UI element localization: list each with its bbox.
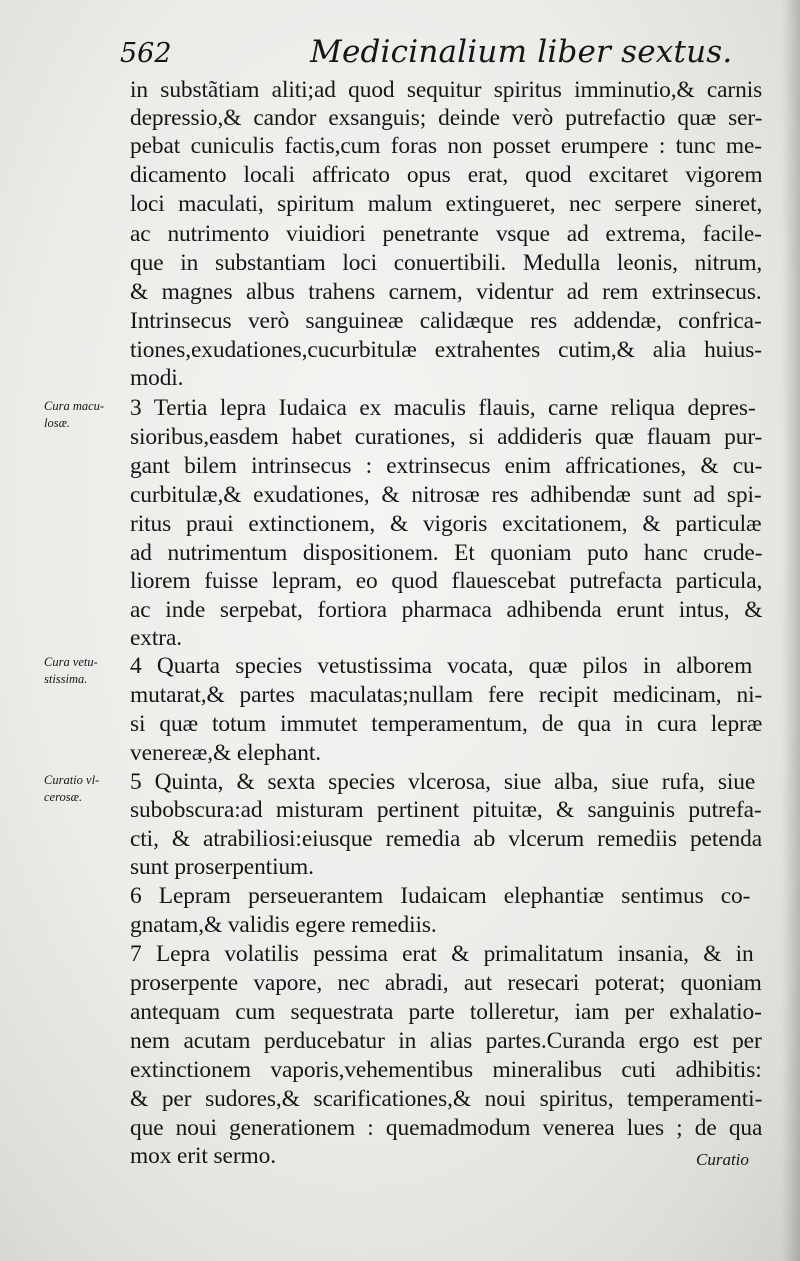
body-line: mox erit sermo.: [130, 1143, 276, 1169]
body-line: dicamento locali affricato opus erat, quod excitaret vigorem: [130, 162, 763, 188]
body-line: mutarat,& partes maculatas;nullam fere recipit medicinam, ni-: [130, 682, 763, 708]
body-line: ad nutrimentum dispositionem. Et quoniam puto hanc crude-: [130, 540, 763, 566]
page-header: [120, 34, 760, 74]
margin-note-line: stissima.: [44, 672, 88, 686]
body-line: subobscura:ad misturam pertinent pituitæ, & sanguinis putrefa-: [130, 797, 762, 823]
catchword: Curatio: [696, 1150, 749, 1169]
paragraph-6-line: 6 Lepram perseuerantem Iudaicam elephantiæ sentimus co-: [130, 883, 751, 909]
margin-note-line: cerosæ.: [44, 790, 83, 804]
margin-note-line: losæ.: [44, 416, 71, 430]
body-line: sioribus,easdem habet curationes, si addideris quæ flauam pur-: [130, 424, 763, 450]
body-line: depressio,& candor exsanguis; deinde verò putrefactio quæ ser-: [130, 105, 763, 131]
margin-note-cura-vetustissimae: [44, 654, 98, 688]
body-line: gnatam,& validis egere remediis.: [130, 912, 437, 938]
page-number: 562: [120, 38, 172, 69]
body-line: modi.: [130, 365, 184, 391]
paragraph-3-line: 3 Tertia lepra Iudaica ex maculis flauis, carne reliqua depres-: [130, 395, 756, 421]
body-line: que in substantiam loci conuertibili. Medulla leonis, nitrum,: [130, 250, 763, 276]
body-line: tiones,exudationes,cucurbitulæ extrahentes cutim,& alia huius-: [130, 337, 762, 363]
body-line: ac nutrimento viuidiori penetrante vsque ad extrema, facile-: [130, 221, 762, 247]
body-line: & per sudores,& scarificationes,& noui spiritus, temperamenti-: [130, 1086, 763, 1112]
body-line: gant bilem intrinsecus : extrinsecus enim affricationes, & cu-: [130, 453, 763, 479]
body-line: si quæ totum immutet temperamentum, de qua in cura lepræ: [130, 711, 763, 737]
body-line: ritus praui extinctionem, & vigoris excitationem, & particulæ: [130, 511, 762, 537]
margin-note-line: Curatio vl-: [44, 773, 100, 787]
body-line: & magnes albus trahens carnem, videntur ad rem extrinsecus.: [130, 279, 762, 305]
body-line: cti, & atrabiliosi:eiusque remedia ab vlcerum remediis petenda: [130, 826, 762, 852]
paragraph-7-line: 7 Lepra volatilis pessima erat & primalitatum insania, & in: [130, 941, 754, 967]
margin-note-line: Cura vetu-: [44, 655, 98, 669]
body-line: antequam cum sequestrata parte tolleretur, iam per exhalatio-: [130, 999, 762, 1025]
page-edge-shadow: [782, 0, 800, 1261]
margin-note-line: Cura macu-: [44, 399, 105, 413]
running-title: Medicinalium liber sextus.: [310, 34, 733, 70]
margin-note-cura-maculosae: [44, 398, 104, 432]
body-line: liorem fuisse lepram, eo quod flauescebat putrefacta particula,: [130, 568, 763, 594]
body-line: extra.: [130, 625, 182, 651]
paragraph-5-line: 5 Quinta, & sexta species vlcerosa, siue alba, siue rufa, siue: [130, 769, 756, 795]
body-line: proserpente vapore, nec abradi, aut resecari poterat; quoniam: [130, 970, 762, 996]
body-line: venereæ,& elephant.: [130, 740, 321, 766]
body-line: curbitulæ,& exudationes, & nitrosæ res adhibendæ sunt ad spi-: [130, 482, 762, 508]
body-line: ac inde serpebat, fortiora pharmaca adhibenda erunt intus, &: [130, 597, 763, 623]
body-line: extinctionem vaporis,vehementibus mineralibus cuti adhibitis:: [130, 1057, 762, 1083]
body-line: nem acutam perducebatur in alias partes.Curanda ergo est per: [130, 1028, 762, 1054]
body-line: Intrinsecus verò sanguineæ calidæque res addendæ, confrica-: [130, 308, 762, 334]
margin-note-curatio-vlcerosae: [44, 772, 99, 806]
body-line: pebat cuniculis factis,cum foras non posset erumpere : tunc me-: [130, 133, 762, 159]
paragraph-4-line: 4 Quarta species vetustissima vocata, quæ pilos in alborem: [130, 653, 753, 679]
body-line: que noui generationem : quemadmodum venerea lues ; de qua: [130, 1115, 763, 1141]
body-line: in substãtiam aliti;ad quod sequitur spiritus imminutio,& carnis: [130, 77, 763, 103]
body-line: loci maculati, spiritum malum extingueret, nec serpere sineret,: [130, 191, 763, 217]
body-line: sunt proserpentium.: [130, 854, 314, 880]
